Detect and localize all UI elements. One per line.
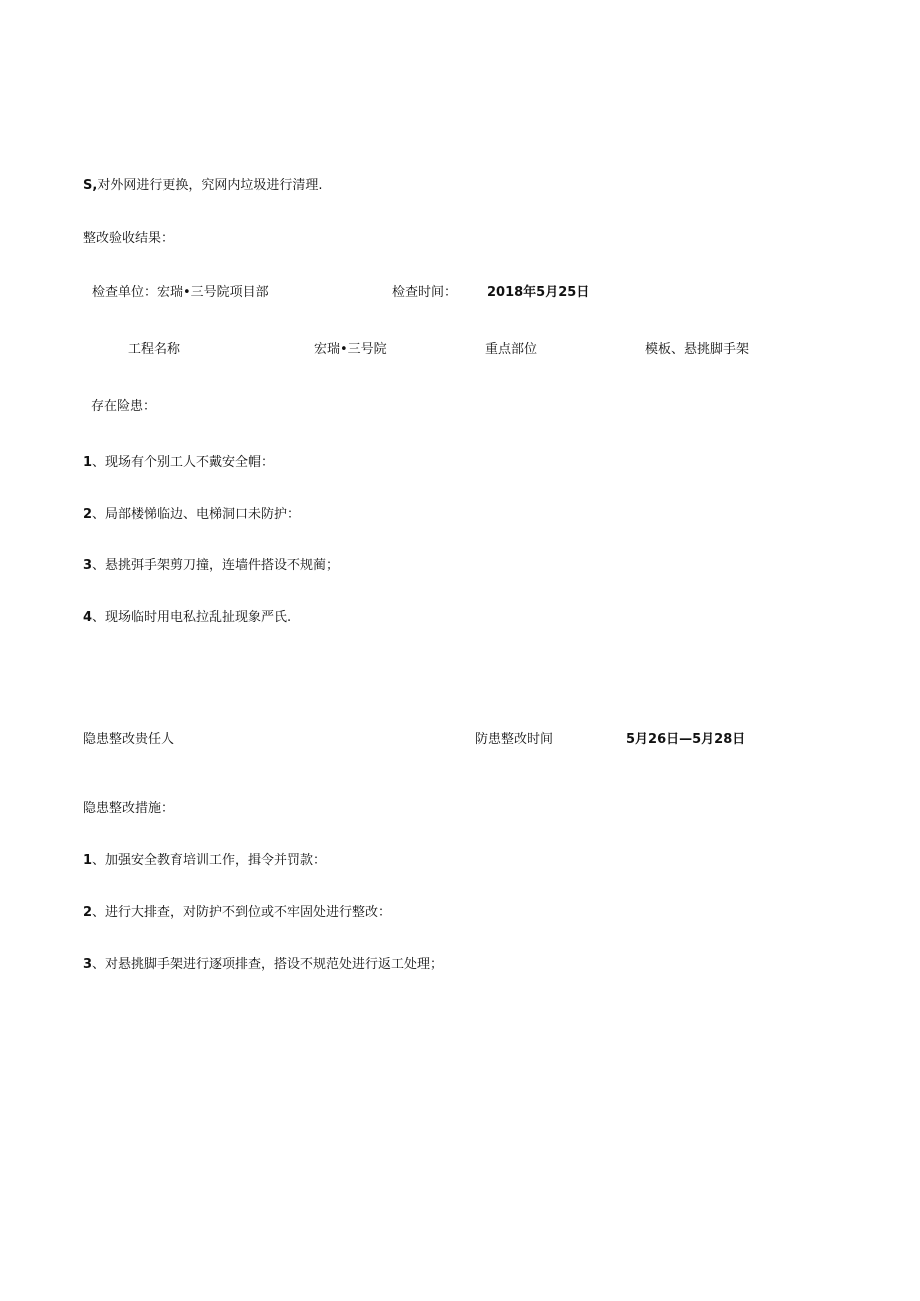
measure-item-text: 、加强安全教育培训工作，揖令并罚款： [92,853,327,868]
inspection-time-value: 2018年5月25日 [487,285,590,300]
rectify-time-value: 5月26日—5月28日 [626,732,746,747]
hazard-item [83,557,339,575]
hazard-item-number: 1 [83,455,93,470]
measure-item-number: 2 [83,905,93,920]
inspection-time-label: 检查时间： [392,285,458,300]
measure-item [83,852,326,870]
hazard-item-number: 2 [83,507,93,522]
header-note [83,177,322,195]
hazard-item-text: 、局部楼悌临边、电梯洞口未防护： [92,507,301,522]
measure-item-text: 、对悬挑脚手架进行逐项排查，搭设不规范处进行返工处理； [92,957,444,972]
project-name-value: 宏瑞•三号院 [314,342,387,357]
hazard-item-text: 、悬挑弭手架剪刀撞，连墙件搭设不规蔺； [92,558,340,573]
measure-item [83,956,443,974]
project-name-label: 工程名称 [128,342,181,357]
hazard-item-text: 、现场临时用电私拉乱扯现象严氏. [92,610,292,625]
measure-item-text: 、进行大排查，对防护不到位或不牢固处进行整改： [92,905,392,920]
hazard-item-number: 3 [83,558,93,573]
key-part-label: 重点部位 [485,342,538,357]
measure-item-number: 1 [83,853,93,868]
hazards-label: 存在险患： [91,399,157,414]
key-part-value: 模板、悬挑脚手架 [645,342,750,357]
measures-label: 隐患整改措施： [83,801,175,816]
inspection-unit-value: 宏瑞•三号院项目部 [157,285,269,300]
hazard-item [83,506,300,524]
inspection-unit-label: 检查单位： [92,285,158,300]
inspection-unit [92,284,269,302]
measure-item [83,904,391,922]
measure-item-number: 3 [83,957,93,972]
hazard-item [83,454,274,472]
header-note-text: 对外网进行更换，究网内垃圾进行清理. [97,178,323,193]
header-note-prefix: S, [83,178,98,193]
hazard-item [83,609,291,627]
acceptance-label: 整改验收结果： [83,231,175,246]
hazard-item-text: 、现场有个别工人不戴安全帽： [92,455,275,470]
rectify-owner-label: 隐患整改贵任人 [83,732,175,747]
rectify-time-label: 防患整改时间 [475,732,554,747]
hazard-item-number: 4 [83,610,93,625]
